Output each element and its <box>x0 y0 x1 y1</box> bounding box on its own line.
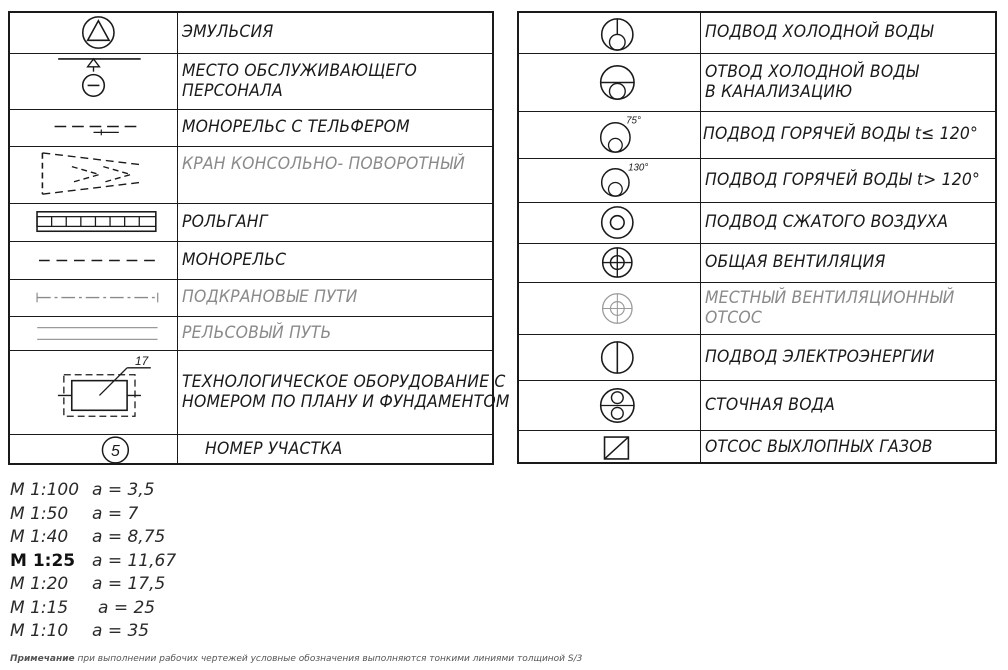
monorail-telpher-symbol <box>10 110 178 146</box>
legend-label: ПОДКРАНОВЫЕ ПУТИ <box>182 287 358 308</box>
legend-row <box>10 13 492 54</box>
legend-row <box>10 317 492 351</box>
legend-label: ОТВОД ХОЛОДНОЙ ВОДЫ В КАНАЛИЗАЦИЮ <box>705 61 919 102</box>
legend-row <box>10 242 492 280</box>
legend-row <box>519 283 995 335</box>
legend-row <box>10 204 492 242</box>
cold-water-supply-symbol <box>519 13 701 53</box>
jib-crane-symbol <box>10 147 178 203</box>
legend-row <box>519 431 995 464</box>
scale-ratio: М 1:25 <box>10 550 76 571</box>
legend-label: ПОДВОД СЖАТОГО ВОЗДУХА <box>705 212 949 233</box>
scale-ratio: М 1:15 <box>10 597 69 618</box>
cold-water-drain-symbol <box>519 54 701 111</box>
scale-ratio: М 1:40 <box>10 527 69 547</box>
scale-value: а = 25 <box>98 597 156 618</box>
scale-ratio: М 1:20 <box>10 574 69 594</box>
temperature-label: 75° <box>626 115 641 127</box>
temperature-label: 130° <box>628 162 649 174</box>
legend-label: ОБЩАЯ ВЕНТИЛЯЦИЯ <box>705 252 886 273</box>
service-personnel-symbol <box>10 54 178 109</box>
rail-track-symbol <box>10 317 178 350</box>
legend-label: РОЛЬГАНГ <box>182 211 268 232</box>
legend-label: ПОДВОД ХОЛОДНОЙ ВОДЫ <box>705 22 934 43</box>
legend-row <box>519 54 995 112</box>
exhaust-gas-symbol <box>519 431 701 464</box>
legend-label: МОНОРЕЛЬС <box>182 249 287 270</box>
scale-row <box>10 527 210 551</box>
scale-ratio: М 1:100 <box>10 480 80 500</box>
legend-label: ОТСОС ВЫХЛОПНЫХ ГАЗОВ <box>705 436 933 457</box>
footnote-title: Примечание <box>10 654 75 664</box>
scale-row <box>10 598 210 622</box>
emulsion-symbol <box>10 13 178 53</box>
left-legend-table <box>8 11 510 465</box>
scale-value: а = 35 <box>92 621 150 641</box>
scale-value: а = 11,67 <box>92 550 177 571</box>
scale-row <box>10 621 210 645</box>
legend-row <box>10 110 492 147</box>
legend-row <box>519 335 995 381</box>
legend-label: ТЕХНОЛОГИЧЕСКОЕ ОБОРУДОВАНИЕ С НОМЕРОМ ПО ПЛАНУ И ФУНДАМЕНТОМ <box>182 371 510 412</box>
general-ventilation-symbol <box>519 244 701 282</box>
legend-label: СТОЧНАЯ ВОДА <box>705 394 835 415</box>
waste-water-symbol <box>519 381 701 430</box>
legend-label: ПОДВОД ЭЛЕКТРОЭНЕРГИИ <box>705 346 935 367</box>
legend-row <box>10 54 492 110</box>
electric-supply-symbol <box>519 335 701 380</box>
legend-row <box>519 159 995 203</box>
equipment-symbol <box>10 351 178 434</box>
scale-value: а = 17,5 <box>92 574 166 594</box>
legend-label: МОНОРЕЛЬС С ТЕЛЬФЕРОМ <box>182 117 410 138</box>
scale-row <box>10 504 210 528</box>
legend-label: МЕСТНЫЙ ВЕНТИЛЯЦИОННЫЙ ОТСОС <box>705 287 955 328</box>
roller-conveyor-symbol <box>10 204 178 241</box>
compressed-air-symbol <box>519 203 701 243</box>
legend-row <box>10 351 510 435</box>
legend-label: ПОДВОД ГОРЯЧЕЙ ВОДЫ t> 120° <box>705 169 981 190</box>
legend-label: ЭМУЛЬСИЯ <box>182 22 274 43</box>
crane-tracks-symbol <box>10 280 178 316</box>
legend-row <box>10 435 492 465</box>
legend-label: РЕЛЬСОВЫЙ ПУТЬ <box>182 322 332 343</box>
section-number: 5 <box>110 442 120 460</box>
right-legend-table <box>517 11 997 464</box>
footnote <box>10 654 582 664</box>
footnote-text: при выполнении рабочих чертежей условные обозначения выполняются тонкими линиями толщиной S/3 <box>77 654 583 664</box>
legend-row <box>519 244 995 283</box>
legend-label: НОМЕР УЧАСТКА <box>205 439 343 460</box>
scale-ratio: М 1:10 <box>10 621 69 641</box>
legend-label: ПОДВОД ГОРЯЧЕЙ ВОДЫ t≤ 120° <box>703 124 979 145</box>
section-number-symbol <box>10 435 178 465</box>
scale-row <box>10 551 210 575</box>
scale-row <box>10 480 210 504</box>
legend-row <box>10 280 492 317</box>
scale-value: а = 8,75 <box>92 527 166 547</box>
legend-label: МЕСТО ОБСЛУЖИВАЮЩЕГО ПЕРСОНАЛА <box>182 60 417 101</box>
scale-value: а = 3,5 <box>92 480 155 500</box>
legend-row <box>519 112 995 159</box>
local-exhaust-symbol <box>519 283 701 334</box>
equipment-number: 17 <box>135 353 149 368</box>
legend-row <box>519 203 995 244</box>
legend-row <box>519 381 995 431</box>
legend-row <box>10 147 492 204</box>
scale-value: а = 7 <box>92 503 139 524</box>
legend-label: КРАН КОНСОЛЬНО- ПОВОРОТНЫЙ <box>182 154 466 174</box>
scale-row <box>10 574 210 598</box>
scale-ratio: М 1:50 <box>10 503 69 524</box>
legend-row <box>519 13 995 54</box>
monorail-symbol <box>10 242 178 279</box>
hot-water-low-symbol <box>519 112 701 158</box>
hot-water-high-symbol <box>519 159 701 202</box>
scale-list <box>10 480 210 645</box>
